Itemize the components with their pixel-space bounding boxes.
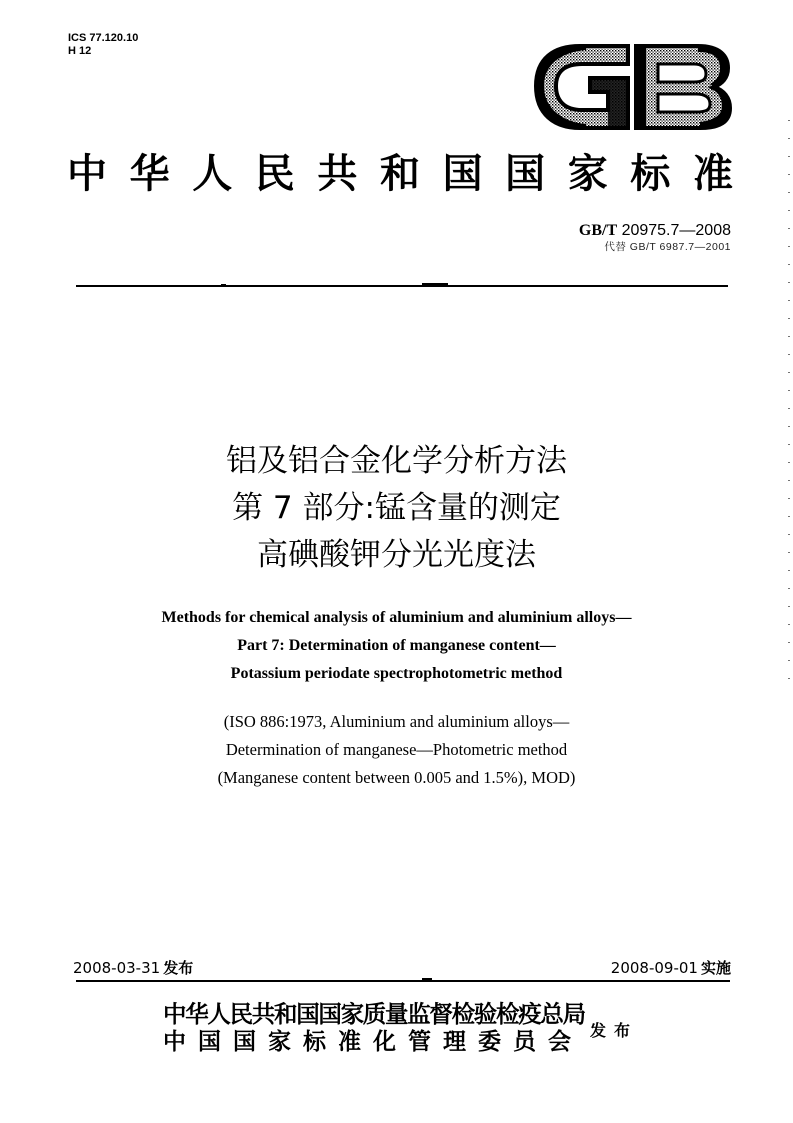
heading-char: 中 bbox=[67, 150, 107, 197]
title-cn-line-1: 铝及铝合金化学分析方法 bbox=[226, 443, 567, 479]
issue-action-label: 发布 bbox=[590, 1021, 639, 1040]
issuer-char: 化 bbox=[373, 1028, 396, 1055]
standard-prefix: GB/T bbox=[578, 222, 618, 239]
issuer-aqsiq: 中华人民共和国国家质量监督检验检疫总局 bbox=[163, 1000, 585, 1028]
issuer-char: 会 bbox=[548, 1028, 571, 1055]
title-cn-line-2: 第 7 部分:锰含量的测定 bbox=[232, 490, 561, 526]
ics-code: ICS 77.120.10 bbox=[68, 32, 139, 44]
heading-char: 标 bbox=[630, 150, 671, 197]
title-en-line-2: Part 7: Determination of manganese content— bbox=[237, 637, 556, 654]
title-chinese bbox=[0, 438, 793, 579]
implement-date: 2008-09-01 bbox=[610, 959, 698, 977]
heading-char: 共 bbox=[317, 150, 358, 197]
issuer-char: 中 bbox=[163, 1028, 186, 1055]
heading-char: 华 bbox=[129, 150, 170, 197]
issuer-char: 国 bbox=[198, 1028, 221, 1055]
title-cn-line-3: 高碘酸钾分光光度法 bbox=[257, 537, 536, 573]
issuer-char: 家 bbox=[268, 1028, 291, 1055]
gb-logo-icon bbox=[528, 38, 736, 134]
issuer-char: 委 bbox=[478, 1028, 501, 1055]
iso-reference bbox=[0, 708, 793, 792]
heading-char: 准 bbox=[692, 150, 733, 197]
iso-line-1: (ISO 886:1973, Aluminium and aluminium alloys— bbox=[223, 712, 570, 731]
title-en-line-3: Potassium periodate spectrophotometric method bbox=[230, 665, 563, 682]
replaces-standard: 代替 GB/T 6987.7—2001 bbox=[604, 241, 731, 253]
heading-char: 国 bbox=[442, 150, 483, 197]
issuer-sac bbox=[163, 1028, 571, 1055]
heading-char: 人 bbox=[192, 150, 233, 197]
scan-edge-artifact bbox=[788, 120, 790, 680]
dates-row bbox=[73, 958, 731, 978]
issuing-authorities bbox=[163, 1001, 583, 1055]
heading-char: 家 bbox=[567, 150, 608, 197]
title-en-line-1: Methods for chemical analysis of aluminium and aluminium alloys— bbox=[161, 609, 632, 626]
issuer-char: 理 bbox=[443, 1028, 466, 1055]
top-divider bbox=[76, 285, 728, 287]
bottom-divider bbox=[76, 980, 730, 982]
iso-line-3: (Manganese content between 0.005 and 1.5%), MOD) bbox=[217, 768, 576, 787]
classification-codes bbox=[68, 32, 138, 58]
ccs-code: H 12 bbox=[68, 45, 92, 57]
implement-label: 实施 bbox=[700, 959, 731, 977]
national-standard-heading bbox=[66, 150, 734, 198]
issuer-char: 准 bbox=[338, 1028, 361, 1055]
heading-char: 国 bbox=[505, 150, 546, 197]
issuer-char: 管 bbox=[408, 1028, 431, 1055]
issuer-char: 员 bbox=[513, 1028, 536, 1055]
iso-line-2: Determination of manganese—Photometric method bbox=[225, 740, 568, 759]
issue-label: 发布 bbox=[163, 959, 194, 977]
standard-code: 20975.7—2008 bbox=[621, 222, 731, 239]
standard-number bbox=[579, 222, 731, 240]
heading-char: 民 bbox=[254, 150, 295, 197]
issue-date-block bbox=[73, 958, 193, 978]
issue-date: 2008-03-31 bbox=[73, 959, 161, 977]
heading-char: 和 bbox=[379, 150, 420, 197]
title-english bbox=[0, 604, 793, 688]
implement-date-block bbox=[611, 958, 731, 978]
issuer-char: 标 bbox=[303, 1028, 326, 1055]
issuer-char: 国 bbox=[233, 1028, 256, 1055]
standard-number-block bbox=[579, 222, 731, 254]
